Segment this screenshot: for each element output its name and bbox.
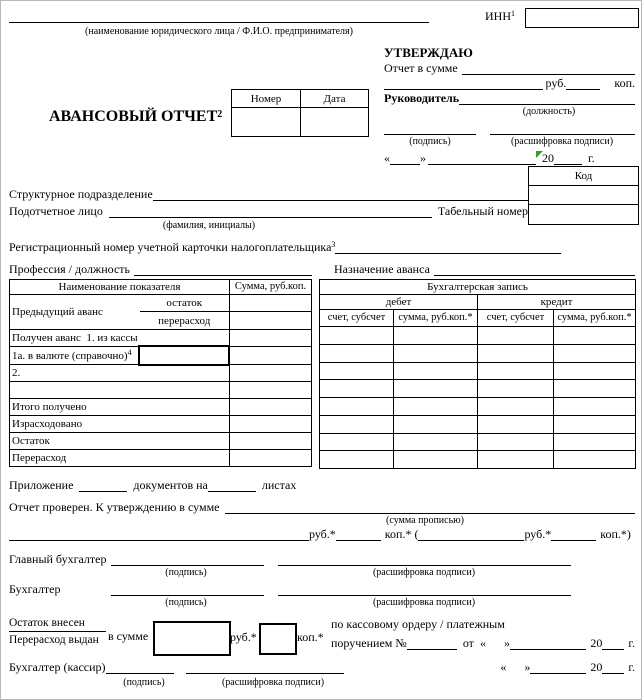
attachment-row: [9, 477, 296, 492]
accountable-person-field[interactable]: [109, 203, 432, 218]
deposit-rub-label: руб.*: [230, 630, 257, 644]
approve-year-suffix: г.: [588, 151, 595, 165]
cashier-month-field[interactable]: [530, 659, 586, 674]
entry-cell[interactable]: [554, 433, 636, 451]
accountant-sign-caption: (подпись): [165, 597, 207, 608]
order-year-prefix: 20: [590, 636, 603, 650]
cashier-decode-field[interactable]: [186, 659, 344, 674]
profession-purpose-row: [9, 261, 635, 276]
structural-unit-label: Структурное подразделение: [9, 187, 153, 201]
empty-sum-cell[interactable]: [230, 382, 312, 399]
received-cash-sum-cell[interactable]: [230, 330, 312, 347]
cash-order-line1: по кассовому ордеру / платежным: [331, 617, 505, 631]
entry-cell[interactable]: [554, 362, 636, 380]
empty-name-cell[interactable]: [10, 382, 230, 399]
form-title: АВАНСОВЫЙ ОТЧЕТ$^2$: [49, 108, 223, 125]
approve-sum-field[interactable]: [462, 60, 635, 75]
entry-cell[interactable]: [394, 415, 478, 433]
approve-year-field[interactable]: [554, 150, 582, 165]
approve-head-row: [384, 90, 635, 105]
approve-year-prefix: 20: [542, 151, 554, 165]
currency-amount-box[interactable]: [138, 345, 230, 366]
personnel-number-cell[interactable]: [529, 205, 639, 225]
code-table: [528, 166, 639, 225]
entry-cell[interactable]: [478, 415, 554, 433]
verified-rub-label: руб.*: [309, 527, 336, 541]
accounting-title: Бухгалтерская запись: [320, 280, 636, 295]
advance-table: [9, 279, 312, 467]
cash-order-line2-row: [331, 635, 635, 650]
cashier-year-suffix: г.: [628, 660, 635, 674]
person-name-caption: (фамилия, инициалы): [162, 220, 256, 231]
checked-label: Отчет проверен. К утверждению в сумме: [9, 500, 220, 514]
chief-accountant-decode-field[interactable]: [278, 551, 571, 566]
accountant-row: [9, 581, 571, 596]
deposit-kop-label: коп.*: [297, 630, 324, 644]
cashier-year-field[interactable]: [602, 659, 624, 674]
entry-cell[interactable]: [478, 433, 554, 451]
attachment-docs-field[interactable]: [79, 477, 127, 492]
remainder-sum-cell[interactable]: [230, 295, 312, 312]
chief-sign-caption: (подпись): [165, 567, 207, 578]
entry-cell[interactable]: [320, 327, 394, 345]
personnel-number-label: Табельный номер: [437, 204, 528, 218]
entry-cell[interactable]: [320, 362, 394, 380]
entry-cell[interactable]: [320, 415, 394, 433]
head-position-field[interactable]: [459, 90, 635, 105]
cashier-year-prefix: 20: [590, 660, 603, 674]
org-name-field[interactable]: [9, 9, 429, 23]
order-number-label: поручением №: [331, 636, 407, 650]
head-decode-caption: (расшифровка подписи): [510, 136, 614, 147]
entry-cell[interactable]: [554, 398, 636, 416]
purpose-label: Назначение аванса: [333, 262, 430, 276]
cashier-sign-field[interactable]: [106, 659, 174, 674]
entry-cell[interactable]: [554, 327, 636, 345]
structural-unit-code-cell[interactable]: [529, 186, 639, 205]
order-year-suffix: г.: [628, 636, 635, 650]
date-col-header: Дата: [301, 90, 369, 108]
verified-kop2-field[interactable]: [551, 526, 596, 541]
quote-open: «: [384, 151, 390, 165]
entry-cell[interactable]: [320, 344, 394, 362]
profession-label: Профессия / должность: [9, 262, 130, 276]
head-signature-row: [384, 120, 635, 135]
item-2-sum-cell[interactable]: [230, 365, 312, 382]
reg-card-row: [9, 239, 561, 254]
approve-title: УТВЕРЖДАЮ: [384, 45, 473, 60]
credit-account-header: счет, субсчет: [478, 310, 554, 327]
entry-cell[interactable]: [320, 398, 394, 416]
overrun-paid-label: Перерасход выдан: [9, 634, 99, 646]
report-number-cell[interactable]: [232, 108, 301, 137]
name-header: Наименование показателя: [10, 280, 230, 295]
accountant-sign-field[interactable]: [111, 581, 264, 596]
approve-month-field[interactable]: [428, 150, 536, 165]
in-currency-label: 1а. в валюте (справочно)$^4$: [10, 347, 230, 365]
head-signature-decode-field[interactable]: [490, 120, 635, 135]
approve-kop-label: коп.: [614, 76, 635, 90]
verification-row: [9, 499, 635, 514]
accountant-decode-caption: (расшифровка подписи): [372, 597, 476, 608]
entry-cell[interactable]: [478, 398, 554, 416]
cashier-sign-caption: (подпись): [123, 677, 165, 688]
debit-sum-header: сумма, руб.коп.*: [394, 310, 478, 327]
reg-card-field[interactable]: [335, 239, 561, 254]
spent-sum-cell[interactable]: [230, 416, 312, 433]
entry-cell[interactable]: [478, 380, 554, 398]
accountant-label: Бухгалтер: [9, 582, 61, 596]
debit-header: дебет: [320, 295, 478, 310]
entry-cell[interactable]: [394, 380, 478, 398]
accounting-table: [319, 279, 636, 469]
entry-cell[interactable]: [320, 380, 394, 398]
remainder-overrun-block: [9, 617, 106, 647]
verified-kop-open-label: коп.* (: [384, 527, 419, 541]
credit-sum-header: сумма, руб.коп.*: [554, 310, 636, 327]
entry-cell[interactable]: [478, 327, 554, 345]
approve-kop-field[interactable]: [566, 75, 600, 90]
approve-sum-words-field[interactable]: [384, 75, 543, 90]
head-label: Руководитель: [384, 91, 460, 105]
verified-kop-field[interactable]: [336, 526, 381, 541]
cashier-row: [9, 659, 635, 674]
sheets-label: листах: [261, 478, 297, 492]
approve-rub-kop-row: [384, 75, 635, 90]
number-date-table: [231, 89, 369, 137]
order-year-field[interactable]: [602, 635, 624, 650]
entry-cell[interactable]: [554, 451, 636, 469]
purpose-field[interactable]: [434, 261, 635, 276]
in-sum-label: в сумме: [108, 629, 149, 643]
approve-date-row: [384, 150, 619, 165]
entry-cell[interactable]: [478, 344, 554, 362]
verified-sum-field[interactable]: [225, 499, 636, 514]
total-received-sum-cell[interactable]: [230, 399, 312, 416]
entry-cell[interactable]: [554, 380, 636, 398]
entry-cell[interactable]: [394, 344, 478, 362]
entry-cell[interactable]: [394, 433, 478, 451]
order-from-label: от: [462, 636, 474, 650]
overrun-label: перерасход: [140, 312, 230, 330]
structural-unit-row: [9, 186, 528, 201]
report-date-cell[interactable]: [301, 108, 369, 137]
entry-cell[interactable]: [478, 362, 554, 380]
cashier-label: Бухгалтер (кассир): [9, 660, 106, 674]
code-header: Код: [529, 167, 639, 186]
number-col-header: Номер: [232, 90, 301, 108]
chief-decode-caption: (расшифровка подписи): [372, 567, 476, 578]
accountant-decode-field[interactable]: [278, 581, 571, 596]
remainder-row-sum-cell[interactable]: [230, 433, 312, 450]
org-name-caption: (наименование юридического лица / Ф.И.О. предпринимателя): [85, 26, 353, 37]
verified-rub-kop-row: [9, 526, 635, 541]
spent-label: Израсходовано: [10, 416, 230, 433]
position-caption: (должность): [522, 106, 576, 117]
approve-sum-label: Отчет в сумме: [384, 61, 458, 75]
verified-kop-close-label: коп.*): [600, 527, 631, 541]
debit-account-header: счет, субсчет: [320, 310, 394, 327]
total-received-label: Итого получено: [10, 399, 230, 416]
remainder-label: остаток: [140, 295, 230, 312]
in-currency-sum-cell[interactable]: [230, 347, 312, 365]
sum-words-caption: (сумма прописью): [386, 515, 464, 526]
sum-header: Сумма, руб.коп.: [230, 280, 312, 295]
received-cash-label: Получен аванс 1. из кассы: [10, 330, 230, 347]
profession-field[interactable]: [134, 261, 312, 276]
entry-cell[interactable]: [554, 344, 636, 362]
deposit-kop-box[interactable]: [259, 623, 297, 655]
chief-accountant-row: [9, 551, 571, 566]
entry-cell[interactable]: [320, 451, 394, 469]
overrun-row-sum-cell[interactable]: [230, 450, 312, 467]
docs-on-label: документов на: [133, 478, 208, 492]
attachment-label: Приложение: [9, 478, 74, 492]
deposit-rub-box[interactable]: [153, 621, 231, 656]
cashier-quote-open: «: [500, 660, 507, 674]
accountable-person-row: [9, 203, 528, 218]
entry-cell[interactable]: [394, 398, 478, 416]
chief-accountant-sign-field[interactable]: [111, 551, 264, 566]
order-quote-open: «: [479, 636, 486, 650]
order-number-field[interactable]: [407, 635, 457, 650]
remainder-deposited-label: Остаток внесен: [9, 617, 106, 632]
entry-cell[interactable]: [394, 327, 478, 345]
verified-rub2-label: руб.*: [524, 527, 552, 541]
entry-cell[interactable]: [394, 451, 478, 469]
approve-rub-label: руб.: [545, 76, 567, 90]
entry-cell[interactable]: [478, 451, 554, 469]
cashier-decode-caption: (расшифровка подписи): [221, 677, 325, 688]
attachment-sheets-field[interactable]: [208, 477, 256, 492]
item-2-label: 2.: [10, 365, 230, 382]
reg-card-label: Регистрационный номер учетной карточки налогоплательщика$^3$: [9, 240, 336, 254]
inn-box[interactable]: [525, 8, 639, 28]
approve-sum-row: [384, 60, 635, 75]
structural-unit-field[interactable]: [153, 186, 528, 201]
head-signature-field[interactable]: [384, 120, 476, 135]
approve-day-field[interactable]: [390, 150, 420, 165]
verified-sum-words-field[interactable]: [9, 526, 309, 541]
credit-header: кредит: [478, 295, 636, 310]
remainder-row-label: Остаток: [10, 433, 230, 450]
order-quote-close: »: [503, 636, 510, 650]
entry-cell[interactable]: [394, 362, 478, 380]
inn-label: ИНН$^1$: [485, 9, 515, 23]
prev-advance-label: Предыдущий аванс: [10, 295, 140, 330]
chief-accountant-label: Главный бухгалтер: [9, 552, 107, 566]
entry-cell[interactable]: [320, 433, 394, 451]
quote-close: »: [420, 151, 426, 165]
cashier-quote-close: »: [524, 660, 531, 674]
verified-rub2-field[interactable]: [418, 526, 524, 541]
order-month-field[interactable]: [510, 635, 586, 650]
overrun-row-label: Перерасход: [10, 450, 230, 467]
head-sign-caption: (подпись): [409, 136, 451, 147]
entry-cell[interactable]: [554, 415, 636, 433]
overrun-sum-cell[interactable]: [230, 312, 312, 330]
accountable-person-label: Подотчетное лицо: [9, 204, 103, 218]
